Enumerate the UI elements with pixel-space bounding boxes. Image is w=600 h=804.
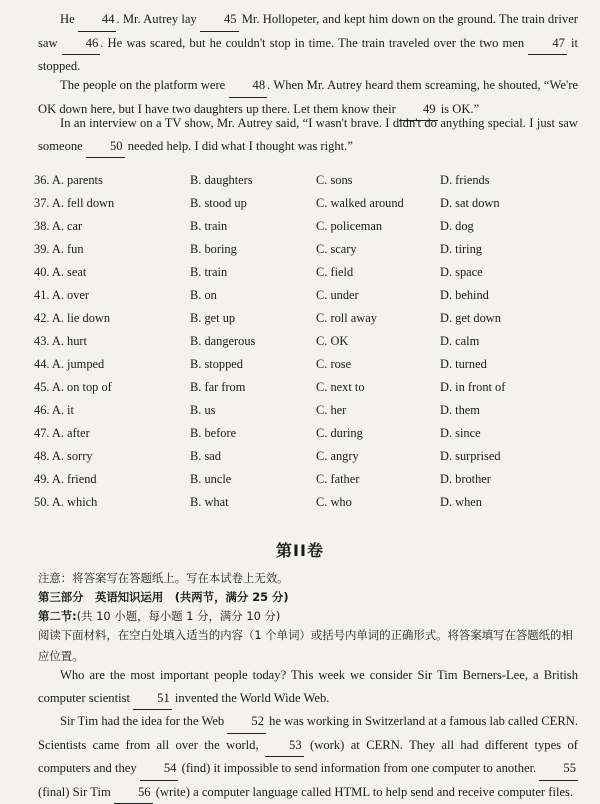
option-b: B. before: [190, 426, 236, 441]
text: (final) Sir Tim: [38, 785, 111, 799]
option-d: D. turned: [440, 357, 487, 372]
option-row: [34, 285, 594, 308]
option-d: D. in front of: [440, 380, 505, 395]
option-d: D. since: [440, 426, 481, 441]
blank-51: 51: [133, 687, 172, 711]
text: He: [60, 12, 75, 26]
option-row: [34, 492, 594, 515]
option-b: B. boring: [190, 242, 237, 257]
text: (write) a computer language called HTML to help send and receive computer files.: [156, 785, 573, 799]
option-d: D. tiring: [440, 242, 482, 257]
option-a: 41. A. over: [34, 288, 89, 303]
text: Who are the most important people today? This week we consider Sir Tim Berners-Lee, a British computer scientist: [38, 668, 578, 705]
text: (work) at CERN. They all had different types of computers and they: [38, 738, 578, 776]
option-c: C. next to: [316, 380, 365, 395]
option-b: B. us: [190, 403, 215, 418]
option-row: [34, 377, 594, 400]
option-b: B. dangerous: [190, 334, 255, 349]
text: . When Mr. Autrey heard them screaming, he shouted, “We're OK down here, but I have two daughters up there. Let them know their: [38, 78, 578, 116]
option-c: C. angry: [316, 449, 359, 464]
text: . Mr. Autrey lay: [116, 12, 196, 26]
option-a: 38. A. car: [34, 219, 82, 234]
blank-54: 54: [140, 757, 179, 781]
option-row: [34, 216, 594, 239]
option-d: D. sat down: [440, 196, 500, 211]
option-row: [34, 469, 594, 492]
text: The people on the platform were: [60, 78, 225, 92]
option-b: B. train: [190, 219, 227, 234]
blank-55: 55: [539, 757, 578, 781]
option-d: D. friends: [440, 173, 490, 188]
option-a: 45. A. on top of: [34, 380, 112, 395]
option-a: 44. A. jumped: [34, 357, 104, 372]
option-d: D. calm: [440, 334, 479, 349]
text: . He was scared, but he couldn't stop in time. The train traveled over the two men: [100, 36, 524, 50]
option-c: C. who: [316, 495, 352, 510]
option-a: 43. A. hurt: [34, 334, 87, 349]
option-d: D. space: [440, 265, 483, 280]
option-c: C. roll away: [316, 311, 377, 326]
blank-49: 49: [399, 98, 438, 122]
option-d: D. when: [440, 495, 482, 510]
text: is OK.”: [441, 102, 479, 116]
part-3-heading: 第三部分 英语知识运用 (共两节，满分 25 分): [38, 587, 578, 608]
instruction: 阅读下面材料，在空白处填入适当的内容（1 个单词）或括号内单词的正确形式。将答案填写在答题纸的相应位置。: [38, 625, 578, 667]
option-b: B. stopped: [190, 357, 243, 372]
blank-47: 47: [528, 32, 567, 56]
option-row: [34, 400, 594, 423]
text: invented the World Wide Web.: [175, 691, 330, 705]
option-b: B. on: [190, 288, 217, 303]
option-a: 46. A. it: [34, 403, 74, 418]
option-row: [34, 331, 594, 354]
option-d: D. brother: [440, 472, 491, 487]
option-a: 36. A. parents: [34, 173, 103, 188]
passage-paragraph-3: [38, 112, 578, 158]
option-c: C. during: [316, 426, 363, 441]
option-row: [34, 170, 594, 193]
text: In an interview on a TV show, Mr. Autrey said, “I wasn't brave. I didn't do anything special. I just saw someone: [38, 116, 578, 153]
option-c: C. rose: [316, 357, 351, 372]
option-c: C. scary: [316, 242, 357, 257]
blank-53: 53: [265, 734, 304, 758]
section-2-label: 第二节:: [38, 609, 77, 623]
text: (find) it impossible to send information from one computer to another.: [182, 761, 537, 775]
option-c: C. under: [316, 288, 359, 303]
text: needed help. I did what I thought was right.”: [128, 139, 353, 153]
option-row: [34, 239, 594, 262]
text: Mr. Hollopeter, and kept him down on the ground. The train driver saw: [38, 12, 578, 50]
option-d: D. behind: [440, 288, 489, 303]
option-a: 49. A. friend: [34, 472, 97, 487]
option-b: B. uncle: [190, 472, 231, 487]
option-row: [34, 423, 594, 446]
option-d: D. surprised: [440, 449, 501, 464]
text: he was working in Switzerland at a famous lab called CERN. Scientists came from all over the world,: [38, 714, 578, 752]
option-b: B. stood up: [190, 196, 247, 211]
blank-48: 48: [229, 74, 268, 98]
option-d: D. dog: [440, 219, 474, 234]
blank-46: 46: [62, 32, 101, 56]
passage-b-paragraph-2: [38, 710, 578, 804]
option-row: [34, 193, 594, 216]
option-c: C. OK: [316, 334, 348, 349]
option-row: [34, 446, 594, 469]
passage-paragraph-1: [38, 8, 578, 78]
option-c: C. her: [316, 403, 346, 418]
option-a: 40. A. seat: [34, 265, 86, 280]
text: it stopped.: [38, 36, 578, 74]
option-a: 39. A. fun: [34, 242, 84, 257]
option-c: C. father: [316, 472, 359, 487]
option-a: 47. A. after: [34, 426, 90, 441]
section-2-rule: (共 10 小题，每小题 1 分，满分 10 分): [77, 609, 281, 623]
option-c: C. sons: [316, 173, 353, 188]
blank-45: 45: [200, 8, 239, 32]
note: 注意：将答案写在答题纸上。写在本试卷上无效。: [38, 568, 578, 589]
option-b: B. daughters: [190, 173, 253, 188]
option-row: [34, 354, 594, 377]
option-b: B. sad: [190, 449, 221, 464]
option-d: D. them: [440, 403, 480, 418]
blank-44: 44: [78, 8, 117, 32]
blank-50: 50: [86, 135, 125, 159]
option-c: C. walked around: [316, 196, 404, 211]
options-list: [34, 170, 594, 515]
section-title: 第II卷: [0, 538, 600, 561]
option-a: 42. A. lie down: [34, 311, 110, 326]
option-a: 50. A. which: [34, 495, 97, 510]
option-b: B. train: [190, 265, 227, 280]
option-b: B. get up: [190, 311, 235, 326]
blank-56: 56: [114, 781, 153, 804]
option-a: 48. A. sorry: [34, 449, 93, 464]
passage-b-paragraph-1: [38, 664, 578, 710]
option-a: 37. A. fell down: [34, 196, 114, 211]
option-c: C. policeman: [316, 219, 382, 234]
text: Sir Tim had the idea for the Web: [60, 714, 224, 728]
option-row: [34, 262, 594, 285]
section-2-heading: [38, 606, 578, 627]
option-d: D. get down: [440, 311, 501, 326]
option-b: B. what: [190, 495, 229, 510]
option-row: [34, 308, 594, 331]
option-b: B. far from: [190, 380, 245, 395]
option-c: C. field: [316, 265, 353, 280]
blank-52: 52: [227, 710, 266, 734]
